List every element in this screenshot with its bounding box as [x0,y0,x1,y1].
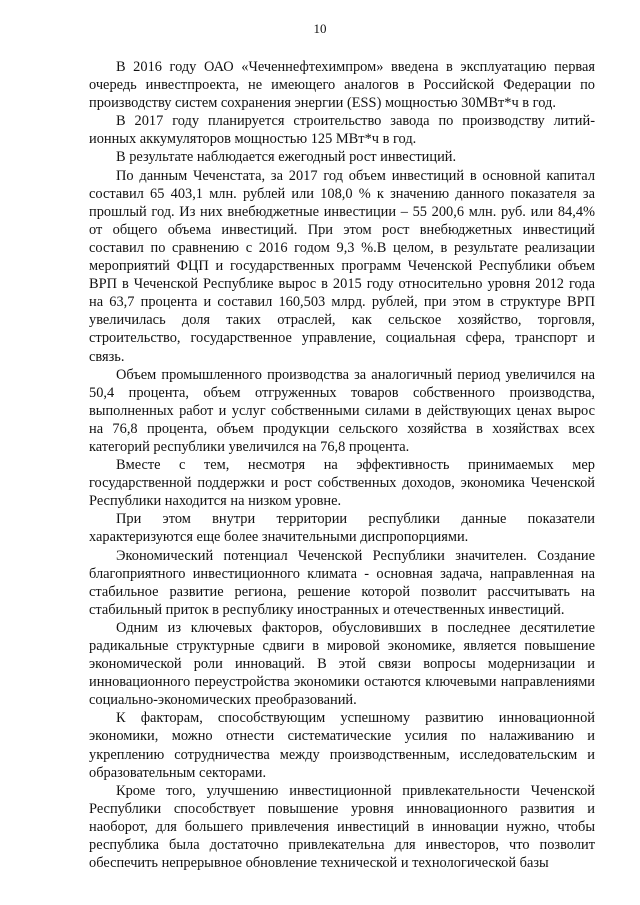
paragraph: К факторам, способствующим успешному развитию инновационной экономики, можно отнести систематические усилия по налаживанию и укреплению сотрудничества между производственным, исследовательским и образовательным секторами. [89,710,595,781]
paragraph: Экономический потенциал Чеченской Республики значителен. Создание благоприятного инвестиционного климата - основная задача, направленная на стабильное развитие региона, решение которой позволит рассчитывать на стабильный приток в республику иностранных и отечественных инвестиций. [89,547,595,618]
body-text [89,58,595,872]
paragraph: При этом внутри территории республики данные показатели характеризуются еще более значительными диспропорциями. [89,511,595,546]
paragraph: Одним из ключевых факторов, обусловивших в последнее десятилетие радикальные структурные сдвиги в мировой экономике, является повышение экономической роли инноваций. В этой связи вопросы модернизации и инновационного переустройства экономики остаются ключевыми направлениями социально-экономических преобразований. [89,619,595,709]
paragraph: В 2016 году ОАО «Чеченнефтехимпром» введена в эксплуатацию первая очередь инвестпроекта, не имеющего аналогов в Российской Федерации по производству систем сохранения энергии (ESS) мощностью 30МВт*ч в год. [89,59,595,112]
paragraph: В результате наблюдается ежегодный рост инвестиций. [116,149,457,166]
paragraph: В 2017 году планируется строительство завода по производству литий-ионных аккумуляторов мощностью 125 МВт*ч в год. [89,113,595,148]
paragraph: Кроме того, улучшению инвестиционной привлекательности Чеченской Республики способствует повышение уровня инновационного развития и наоборот, для большего привлечения инвестиций в инновации нужно, чтобы республика была достаточно привлекательна для инвесторов, что позволит обеспечить непрерывное обновление технической и технологической базы [89,782,595,872]
page-number: 10 [313,21,327,36]
paragraph: Объем промышленного производства за аналогичный период увеличился на 50,4 процента, объем отгруженных товаров собственного производства, выполненных работ и услуг собственными силами в действующих ценах вырос на 76,8 процента, объем продукции сельского хозяйства в хозяйствах всех категорий республики увеличился на 76,8 процента. [89,366,595,455]
paragraph: Вместе с тем, несмотря на эффективность принимаемых мер государственной поддержки и рост собственных доходов, экономика Чеченской Республики находится на низком уровне. [89,457,595,510]
paragraph: По данным Чеченстата, за 2017 год объем инвестиций в основной капитал составил 65 403,1 млн. рублей или 108,0 % к значению данного показателя за прошлый год. Из них внебюджетные инвестиции – 55 200,6 млн. руб. или 84,4% от общего объема инвестиций. При этом рост внебюджетных инвестиций составил по сравнению с 2016 годом 9,3 %.В целом, в результате реализации мероприятий ФЦП и государственных программ Чеченской Республики объем ВРП в Чеченской Республике вырос в 2015 году относительно уровня 2012 года на 63,7 процента и составил 160,503 млрд. рублей, при этом в структуре ВРП увеличилась доля таких отраслей, как сельское хозяйство, торговля, строительство, государственное управление, социальная сфера, транспорт и связь. [89,167,595,365]
